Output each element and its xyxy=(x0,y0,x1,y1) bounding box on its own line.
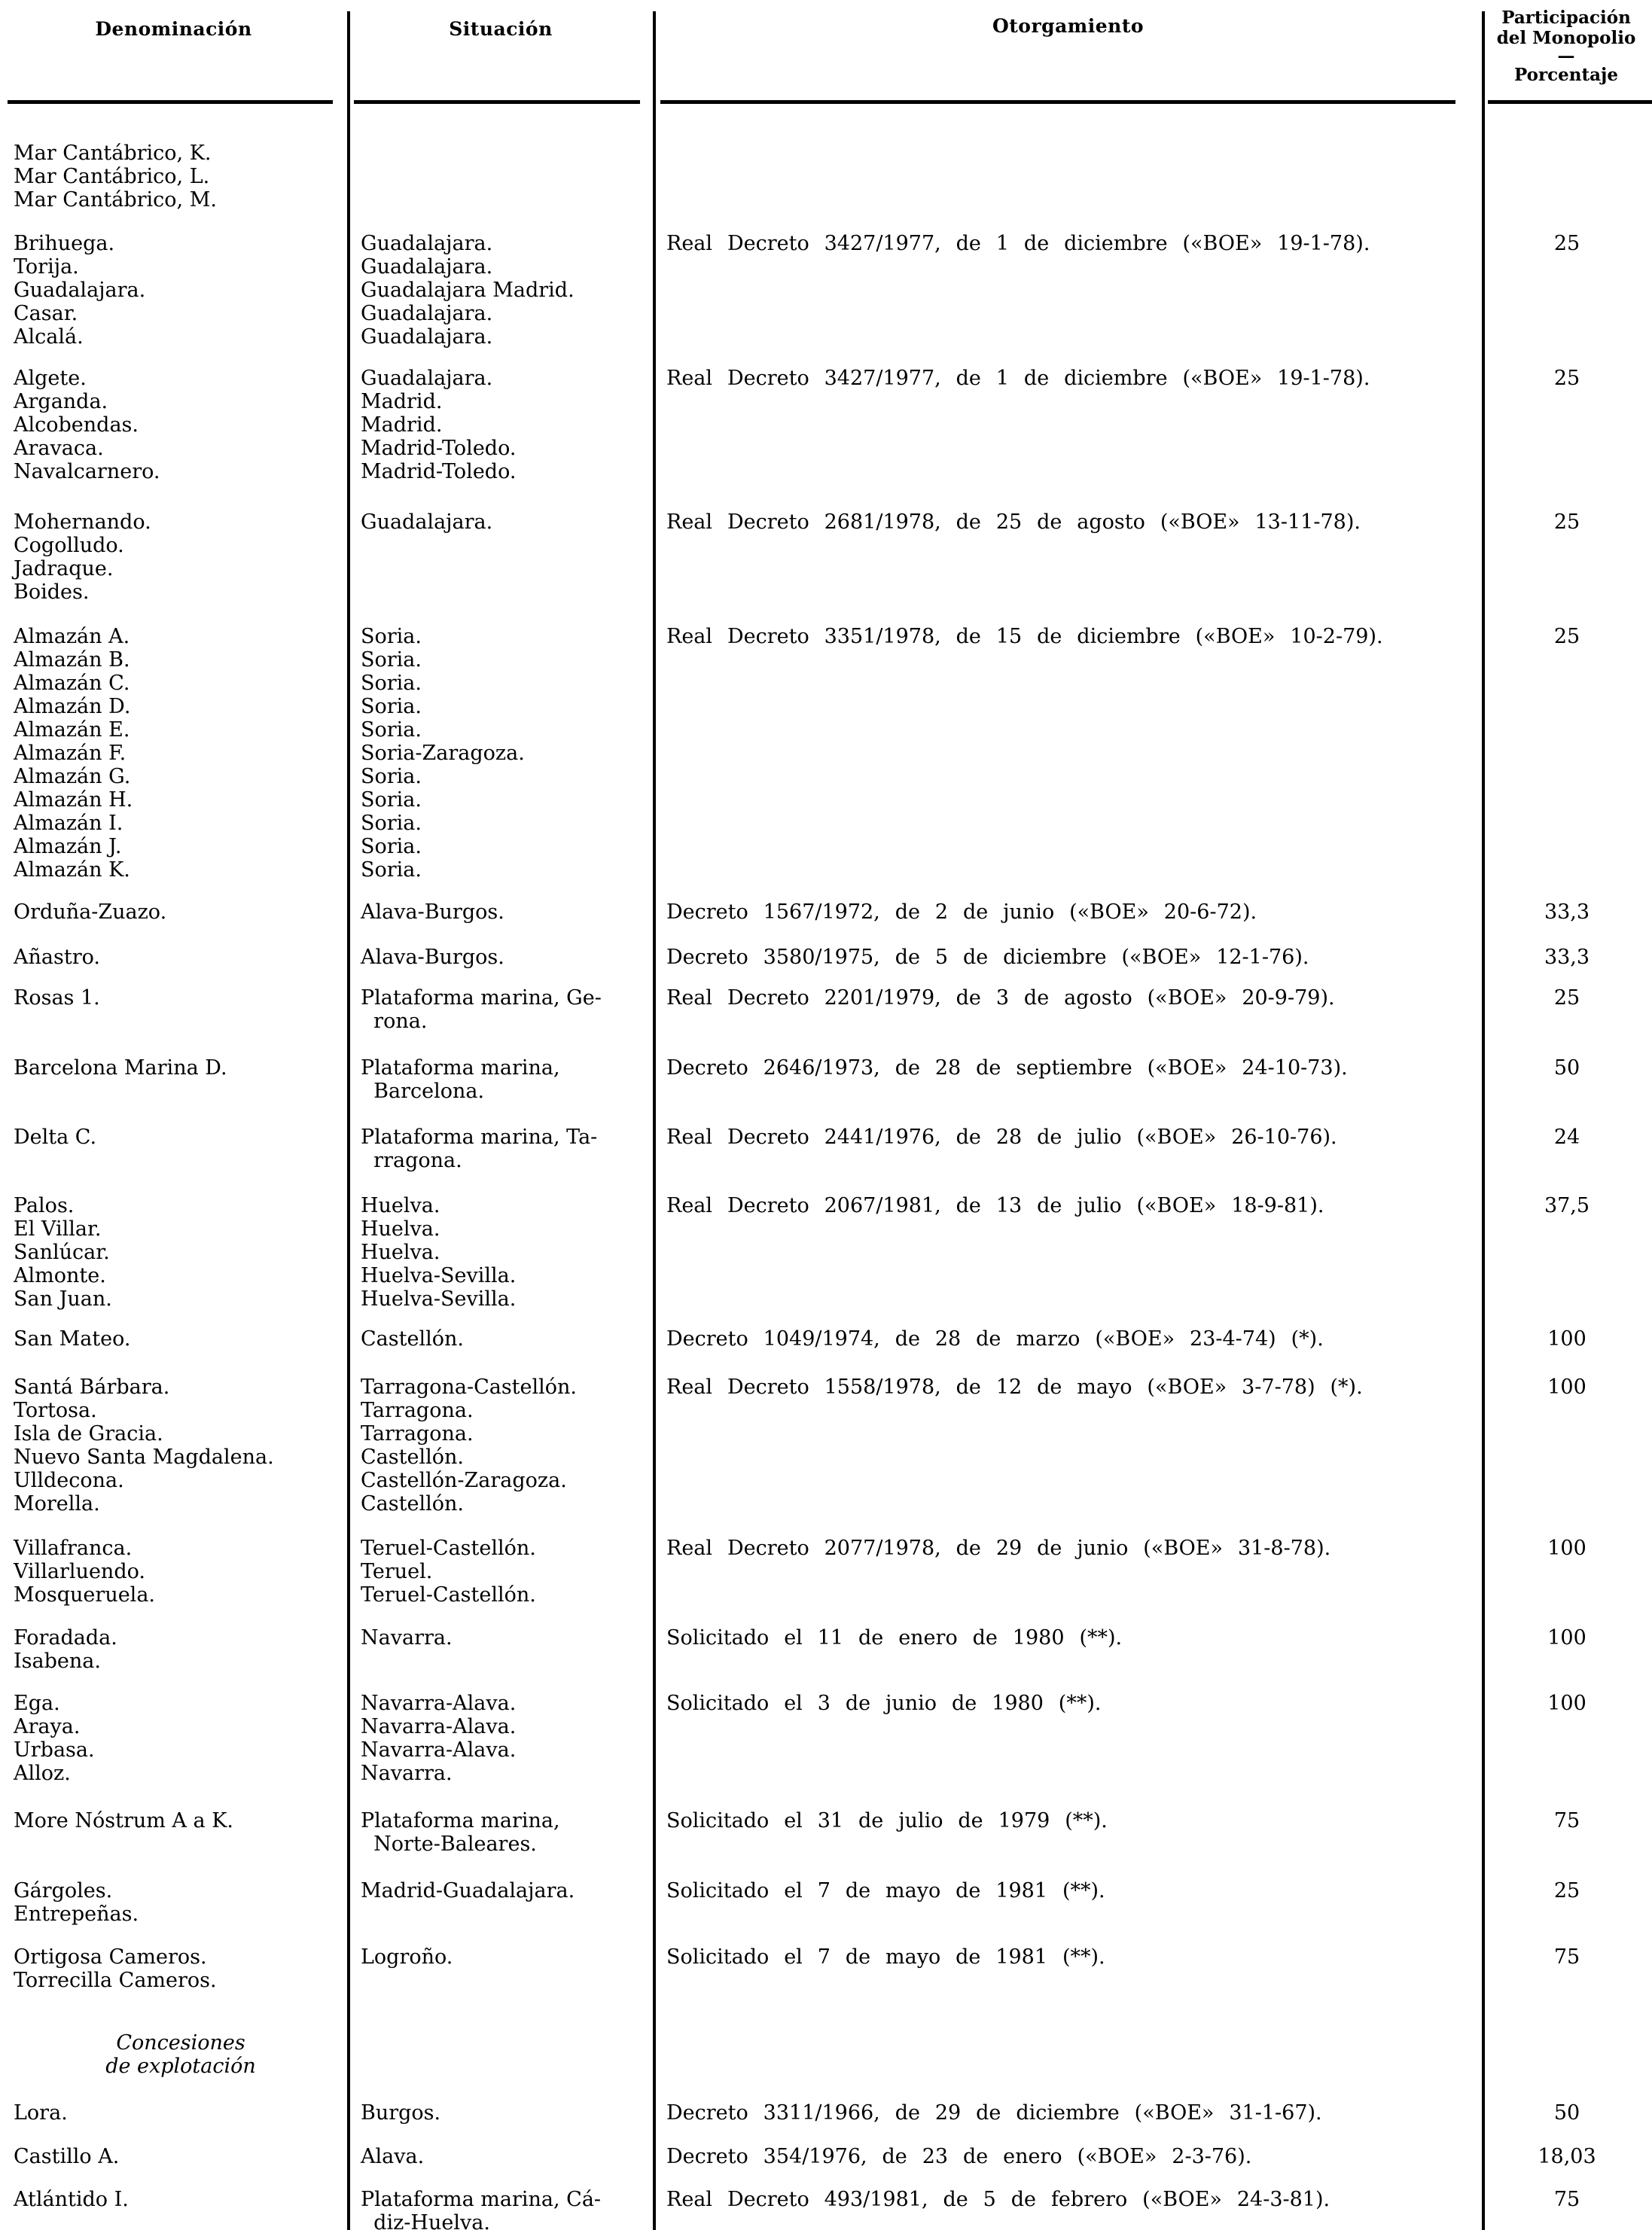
denominacion-cell xyxy=(14,142,345,212)
denominacion-line: Mar Cantábrico, L. xyxy=(14,165,210,188)
situacion-line: Alava-Burgos. xyxy=(361,946,504,969)
denominacion-line: Mosqueruela. xyxy=(14,1583,155,1607)
otorgamiento-cell: Real Decreto 493/1981, de 5 de febrero («BOE» 24-3-81). xyxy=(666,2188,1330,2211)
denominacion-line: Atlántido I. xyxy=(14,2188,129,2211)
denominacion-line: Rosas 1. xyxy=(14,986,100,1010)
denominacion-line: Barcelona Marina D. xyxy=(14,1056,227,1080)
section-heading-text xyxy=(19,2031,343,2078)
situacion-line: Guadalajara. xyxy=(361,510,493,534)
denominacion-line: Alloz. xyxy=(14,1762,71,1785)
situacion-line: rragona. xyxy=(361,1149,462,1172)
denominacion-line: Araya. xyxy=(14,1715,81,1738)
header-rule-segment xyxy=(660,100,1455,104)
column-divider-1 xyxy=(347,11,350,2230)
porcentaje-cell: 50 xyxy=(1553,1056,1580,1080)
denominacion-line: Almazán D. xyxy=(14,695,131,718)
situacion-line: diz-Huelva. xyxy=(361,2211,490,2230)
situacion-line: Alava. xyxy=(361,2145,425,2168)
column-header-situacion: Situación xyxy=(449,18,553,40)
situacion-line: Soria. xyxy=(361,858,422,882)
porcentaje-cell: 100 xyxy=(1547,1327,1586,1351)
situacion-line: Alava-Burgos. xyxy=(361,900,504,924)
section-heading-line: de explotación xyxy=(105,2055,256,2078)
denominacion-line: Almazán A. xyxy=(14,625,130,648)
denominacion-line: Almazán G. xyxy=(14,765,131,788)
situacion-cell xyxy=(361,1879,651,1903)
otorgamiento-cell: Solicitado el 11 de enero de 1980 (**). xyxy=(666,1626,1123,1650)
denominacion-cell xyxy=(14,625,345,882)
situacion-line: Burgos. xyxy=(361,2101,441,2125)
denominacion-line: Arganda. xyxy=(14,390,108,413)
denominacion-line: Algete. xyxy=(14,367,87,390)
denominacion-line: Ega. xyxy=(14,1692,60,1715)
situacion-cell xyxy=(361,625,651,882)
denominacion-line: San Mateo. xyxy=(14,1327,131,1351)
situacion-cell xyxy=(361,1537,651,1607)
denominacion-line: Casar. xyxy=(14,302,78,325)
denominacion-line: Jadraque. xyxy=(14,557,114,580)
participacion-line-2: del Monopolio xyxy=(1496,28,1636,48)
porcentaje-cell: 75 xyxy=(1553,1809,1580,1832)
situacion-line: Madrid-Toledo. xyxy=(361,460,517,483)
situacion-line: Castellón. xyxy=(361,1446,464,1469)
porcentaje-cell: 75 xyxy=(1553,2188,1580,2211)
situacion-line: Madrid. xyxy=(361,390,443,413)
otorgamiento-cell: Solicitado el 3 de junio de 1980 (**). xyxy=(666,1692,1102,1715)
denominacion-line: Mohernando. xyxy=(14,510,151,534)
denominacion-line: Santá Bárbara. xyxy=(14,1375,170,1399)
situacion-line: Teruel-Castellón. xyxy=(361,1537,536,1560)
situacion-cell xyxy=(361,1194,651,1311)
porcentaje-cell: 33,3 xyxy=(1544,946,1590,969)
denominacion-line: El Villar. xyxy=(14,1217,102,1241)
denominacion-line: Sanlúcar. xyxy=(14,1241,110,1264)
otorgamiento-cell: Real Decreto 3427/1977, de 1 de diciembre («BOE» 19-1-78). xyxy=(666,232,1370,255)
otorgamiento-cell: Decreto 1567/1972, de 2 de junio («BOE» 20-6-72). xyxy=(666,900,1257,924)
porcentaje-cell: 25 xyxy=(1553,510,1580,534)
porcentaje-cell: 25 xyxy=(1553,1879,1580,1903)
denominacion-line: Torija. xyxy=(14,255,79,279)
situacion-line: Teruel. xyxy=(361,1560,433,1583)
situacion-cell xyxy=(361,900,651,924)
otorgamiento-cell: Real Decreto 2201/1979, de 3 de agosto («BOE» 20-9-79). xyxy=(666,986,1335,1010)
porcentaje-cell: 37,5 xyxy=(1544,1194,1590,1217)
situacion-line: Madrid. xyxy=(361,413,443,437)
denominacion-line: Alcalá. xyxy=(14,325,84,349)
situacion-line: Plataforma marina, Cá- xyxy=(361,2188,602,2211)
situacion-line: Guadalajara. xyxy=(361,302,493,325)
situacion-line: Plataforma marina, Ta- xyxy=(361,1126,598,1149)
denominacion-line: Cogolludo. xyxy=(14,534,124,557)
situacion-line: Huelva-Sevilla. xyxy=(361,1287,517,1311)
denominacion-cell xyxy=(14,367,345,483)
denominacion-line: Navalcarnero. xyxy=(14,460,160,483)
denominacion-cell xyxy=(14,1809,345,1832)
column-header-participacion xyxy=(1480,8,1652,85)
otorgamiento-cell: Decreto 1049/1974, de 28 de marzo («BOE» 23-4-74) (*). xyxy=(666,1327,1324,1351)
situacion-cell xyxy=(361,1945,651,1969)
denominacion-line: Añastro. xyxy=(14,946,100,969)
situacion-cell xyxy=(361,1626,651,1650)
denominacion-line: Torrecilla Cameros. xyxy=(14,1969,217,1992)
situacion-line: Soria. xyxy=(361,718,422,742)
denominacion-line: Foradada. xyxy=(14,1626,117,1650)
denominacion-line: Delta C. xyxy=(14,1126,97,1149)
situacion-line: Madrid-Toledo. xyxy=(361,437,517,460)
porcentaje-cell: 100 xyxy=(1547,1626,1586,1650)
situacion-line: Tarragona. xyxy=(361,1399,474,1422)
porcentaje-cell: 50 xyxy=(1553,2101,1580,2125)
denominacion-line: San Juan. xyxy=(14,1287,112,1311)
situacion-cell xyxy=(361,1692,651,1785)
porcentaje-cell: 100 xyxy=(1547,1537,1586,1560)
denominacion-line: Mar Cantábrico, M. xyxy=(14,188,217,212)
situacion-line: Huelva. xyxy=(361,1194,440,1217)
section-heading-line: Concesiones xyxy=(116,2031,245,2055)
denominacion-cell xyxy=(14,1626,345,1673)
denominacion-line: Ortigosa Cameros. xyxy=(14,1945,207,1969)
denominacion-cell xyxy=(14,1537,345,1607)
denominacion-cell xyxy=(14,1375,345,1516)
situacion-line: Tarragona-Castellón. xyxy=(361,1375,578,1399)
denominacion-line: Ulldecona. xyxy=(14,1469,124,1492)
situacion-line: Huelva. xyxy=(361,1241,440,1264)
denominacion-cell xyxy=(14,2145,345,2168)
situacion-line: Madrid-Guadalajara. xyxy=(361,1879,575,1903)
porcentaje-cell: 25 xyxy=(1553,986,1580,1010)
situacion-cell xyxy=(361,1809,651,1856)
situacion-line: Plataforma marina, xyxy=(361,1809,560,1832)
otorgamiento-cell: Decreto 3580/1975, de 5 de diciembre («BOE» 12-1-76). xyxy=(666,946,1309,969)
situacion-line: Soria. xyxy=(361,672,422,695)
denominacion-line: Villafranca. xyxy=(14,1537,133,1560)
situacion-line: Soria. xyxy=(361,835,422,858)
denominacion-cell xyxy=(14,232,345,349)
denominacion-line: Gárgoles. xyxy=(14,1879,113,1903)
denominacion-line: Isla de Gracia. xyxy=(14,1422,163,1446)
situacion-cell xyxy=(361,1375,651,1516)
situacion-line: Soria. xyxy=(361,812,422,835)
situacion-cell xyxy=(361,2101,651,2125)
denominacion-line: Mar Cantábrico, K. xyxy=(14,142,212,165)
situacion-line: Navarra-Alava. xyxy=(361,1715,517,1738)
otorgamiento-cell: Solicitado el 7 de mayo de 1981 (**). xyxy=(666,1879,1105,1903)
situacion-line: Guadalajara. xyxy=(361,255,493,279)
otorgamiento-cell: Decreto 354/1976, de 23 de enero («BOE» 2-3-76). xyxy=(666,2145,1252,2168)
situacion-cell xyxy=(361,1056,651,1103)
denominacion-line: Tortosa. xyxy=(14,1399,97,1422)
denominacion-line: Guadalajara. xyxy=(14,279,146,302)
denominacion-line: Almazán E. xyxy=(14,718,130,742)
situacion-cell xyxy=(361,367,651,483)
denominacion-line: Isabena. xyxy=(14,1650,101,1673)
denominacion-line: Almazán K. xyxy=(14,858,130,882)
situacion-line: Castellón-Zaragoza. xyxy=(361,1469,567,1492)
denominacion-cell xyxy=(14,510,345,604)
situacion-line: Castellón. xyxy=(361,1327,464,1351)
denominacion-cell xyxy=(14,900,345,924)
header-rule-segment xyxy=(8,100,333,104)
situacion-cell xyxy=(361,2145,651,2168)
denominacion-line: Almazán B. xyxy=(14,648,130,672)
situacion-cell xyxy=(361,946,651,969)
situacion-line: Soria. xyxy=(361,625,422,648)
situacion-cell xyxy=(361,232,651,349)
situacion-line: Norte-Baleares. xyxy=(361,1832,537,1856)
denominacion-line: Castillo A. xyxy=(14,2145,120,2168)
porcentaje-cell: 75 xyxy=(1553,1945,1580,1969)
participacion-line-3: Porcentaje xyxy=(1514,65,1618,85)
situacion-line: Huelva-Sevilla. xyxy=(361,1264,517,1287)
otorgamiento-cell: Solicitado el 31 de julio de 1979 (**). xyxy=(666,1809,1108,1832)
porcentaje-cell: 100 xyxy=(1547,1692,1586,1715)
situacion-line: Navarra-Alava. xyxy=(361,1738,517,1762)
situacion-line: Soria. xyxy=(361,648,422,672)
situacion-line: Plataforma marina, xyxy=(361,1056,560,1080)
otorgamiento-cell: Real Decreto 2441/1976, de 28 de julio («BOE» 26-10-76). xyxy=(666,1126,1337,1149)
denominacion-line: Almazán H. xyxy=(14,788,133,812)
situacion-line: Guadalajara. xyxy=(361,325,493,349)
denominacion-line: Urbasa. xyxy=(14,1738,95,1762)
situacion-line: Plataforma marina, Ge- xyxy=(361,986,602,1010)
otorgamiento-cell: Real Decreto 3351/1978, de 15 de diciembre («BOE» 10-2-79). xyxy=(666,625,1383,648)
porcentaje-cell: 25 xyxy=(1553,367,1580,390)
denominacion-line: More Nóstrum A a K. xyxy=(14,1809,233,1832)
participacion-dash: — xyxy=(1557,46,1575,66)
denominacion-line: Brihuega. xyxy=(14,232,115,255)
situacion-line: Tarragona. xyxy=(361,1422,474,1446)
porcentaje-cell: 25 xyxy=(1553,625,1580,648)
otorgamiento-cell: Real Decreto 2077/1978, de 29 de junio («BOE» 31-8-78). xyxy=(666,1537,1331,1560)
situacion-line: Guadalajara Madrid. xyxy=(361,279,575,302)
denominacion-line: Aravaca. xyxy=(14,437,104,460)
situacion-line: rona. xyxy=(361,1010,428,1033)
situacion-line: Soria. xyxy=(361,695,422,718)
situacion-line: Teruel-Castellón. xyxy=(361,1583,536,1607)
situacion-line: Navarra. xyxy=(361,1762,453,1785)
otorgamiento-cell: Real Decreto 2681/1978, de 25 de agosto («BOE» 13-11-78). xyxy=(666,510,1361,534)
situacion-cell xyxy=(361,510,651,534)
denominacion-line: Morella. xyxy=(14,1492,100,1516)
situacion-line: Soria-Zaragoza. xyxy=(361,742,525,765)
column-header-denominacion: Denominación xyxy=(95,18,252,40)
otorgamiento-cell: Real Decreto 1558/1978, de 12 de mayo («BOE» 3-7-78) (*). xyxy=(666,1375,1363,1399)
denominacion-line: Almazán I. xyxy=(14,812,123,835)
porcentaje-cell: 25 xyxy=(1553,232,1580,255)
denominacion-line: Nuevo Santa Magdalena. xyxy=(14,1446,274,1469)
denominacion-line: Boides. xyxy=(14,580,90,604)
denominacion-line: Almazán C. xyxy=(14,672,130,695)
denominacion-cell xyxy=(14,986,345,1010)
situacion-line: Navarra. xyxy=(361,1626,453,1650)
situacion-cell xyxy=(361,2188,651,2230)
denominacion-line: Almazán J. xyxy=(14,835,122,858)
denominacion-line: Almonte. xyxy=(14,1264,106,1287)
situacion-cell xyxy=(361,1327,651,1351)
porcentaje-cell: 24 xyxy=(1553,1126,1580,1149)
situacion-cell xyxy=(361,986,651,1033)
denominacion-line: Alcobendas. xyxy=(14,413,139,437)
situacion-line: Huelva. xyxy=(361,1217,440,1241)
porcentaje-cell: 33,3 xyxy=(1544,900,1590,924)
denominacion-line: Almazán F. xyxy=(14,742,126,765)
situacion-cell xyxy=(361,1126,651,1172)
situacion-line: Guadalajara. xyxy=(361,367,493,390)
situacion-line: Guadalajara. xyxy=(361,232,493,255)
denominacion-cell xyxy=(14,2188,345,2211)
denominacion-cell xyxy=(14,1945,345,1992)
column-header-otorgamiento: Otorgamiento xyxy=(992,15,1145,37)
situacion-line: Navarra-Alava. xyxy=(361,1692,517,1715)
participacion-line-1: Participación xyxy=(1501,8,1631,28)
denominacion-cell xyxy=(14,946,345,969)
denominacion-cell xyxy=(14,2101,345,2125)
denominacion-cell xyxy=(14,1692,345,1785)
denominacion-cell xyxy=(14,1126,345,1149)
situacion-line: Soria. xyxy=(361,788,422,812)
denominacion-cell xyxy=(14,1879,345,1926)
otorgamiento-cell: Real Decreto 3427/1977, de 1 de diciembre («BOE» 19-1-78). xyxy=(666,367,1370,390)
situacion-line: Castellón. xyxy=(361,1492,464,1516)
denominacion-line: Orduña-Zuazo. xyxy=(14,900,167,924)
header-rule-segment xyxy=(354,100,640,104)
denominacion-line: Entrepeñas. xyxy=(14,1903,139,1926)
column-divider-2 xyxy=(653,11,656,2230)
situacion-line: Soria. xyxy=(361,765,422,788)
denominacion-cell xyxy=(14,1194,345,1311)
situacion-line: Barcelona. xyxy=(361,1080,485,1103)
denominacion-line: Lora. xyxy=(14,2101,68,2125)
otorgamiento-cell: Decreto 3311/1966, de 29 de diciembre («BOE» 31-1-67). xyxy=(666,2101,1322,2125)
otorgamiento-cell: Solicitado el 7 de mayo de 1981 (**). xyxy=(666,1945,1105,1969)
header-rule-segment xyxy=(1488,100,1652,104)
denominacion-line: Palos. xyxy=(14,1194,75,1217)
otorgamiento-cell: Real Decreto 2067/1981, de 13 de julio («BOE» 18-9-81). xyxy=(666,1194,1324,1217)
porcentaje-cell: 18,03 xyxy=(1538,2145,1596,2168)
denominacion-cell xyxy=(14,1327,345,1351)
denominacion-cell xyxy=(14,1056,345,1080)
denominacion-line: Villarluendo. xyxy=(14,1560,145,1583)
situacion-line: Logroño. xyxy=(361,1945,453,1969)
otorgamiento-cell: Decreto 2646/1973, de 28 de septiembre («BOE» 24-10-73). xyxy=(666,1056,1348,1080)
porcentaje-cell: 100 xyxy=(1547,1375,1586,1399)
